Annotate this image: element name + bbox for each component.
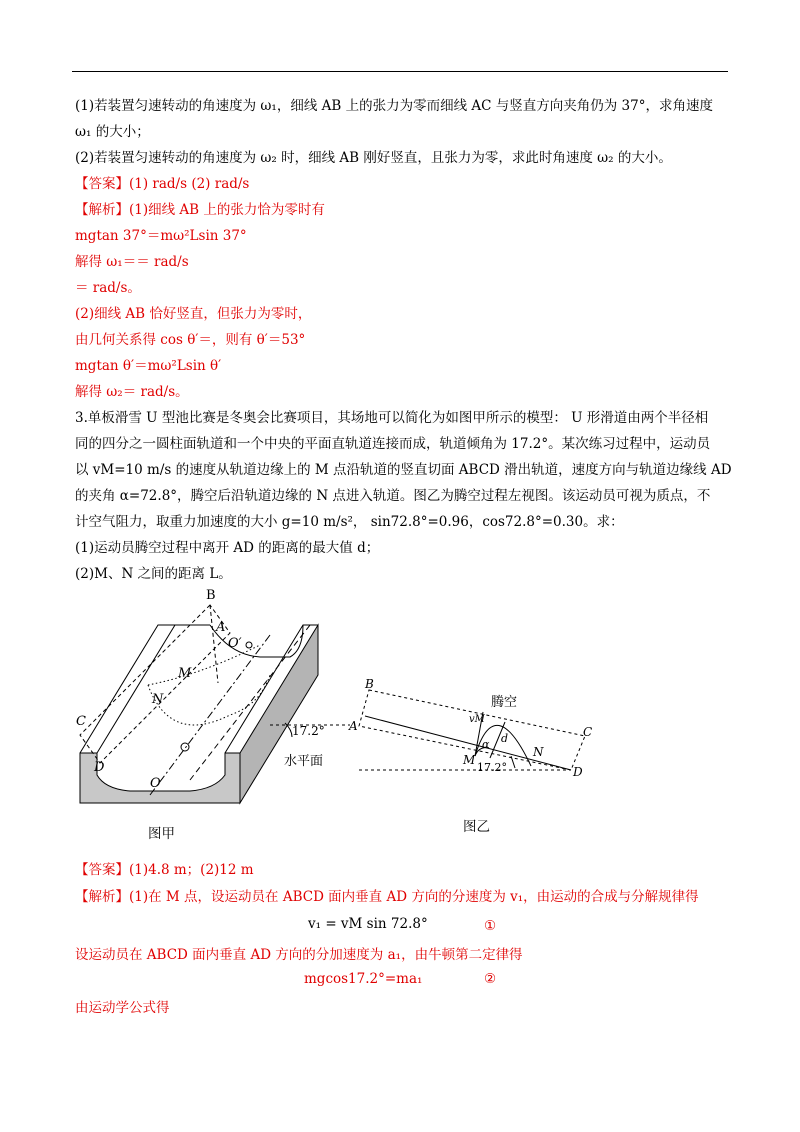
q-part1: (1)若装置匀速转动的角速度为 ω₁，细线 AB 上的张力为零而细线 AC 与竖直方向夹角仍为 37°，求角速度 [75, 98, 713, 114]
fig1-label: D [94, 760, 105, 775]
explain-line: ＝ rad/s。 [75, 280, 141, 296]
skier-icon [181, 743, 189, 751]
answer-tag: 【答案】 [75, 176, 129, 192]
q3-line: 3.单板滑雪 U 型池比赛是冬奥会比赛项目，其场地可以简化为如图甲所示的模型： U 形滑道由两个半径相 [75, 410, 709, 426]
explain-line: 由运动学公式得 [75, 1000, 170, 1016]
fig1-label: M [178, 666, 192, 681]
q-part1-cont: ω₁ 的大小； [75, 124, 150, 140]
fig2-label: C [583, 725, 593, 739]
answer-text: (1) rad/s (2) rad/s [129, 176, 250, 192]
q3-line: 的夹角 α=72.8°，腾空后沿轨道边缘的 N 点进入轨道。图乙为腾空过程左视图。该运动员可视为质点，不 [75, 488, 711, 504]
fig2-label: M [463, 753, 476, 767]
fig2-label: d [501, 732, 509, 745]
fig1-label: 17.2° [292, 724, 325, 738]
explain-line: 设运动员在 ABCD 面内垂直 AD 方向的分加速度为 a₁，由牛顿第二定律得 [75, 947, 523, 963]
fig1-label: B [206, 588, 216, 603]
fig1-caption: 图甲 [148, 826, 175, 842]
explain-line: 解得 ω₂＝ rad/s。 [75, 384, 189, 400]
answer-2 [75, 860, 254, 880]
fig1-label: N [152, 692, 164, 707]
skier-icon [246, 642, 252, 648]
fig2-label: α [482, 738, 490, 751]
fig1-label: A [216, 620, 226, 635]
answer-1 [75, 174, 249, 194]
header-rule [72, 71, 728, 72]
explain-tag: 【解析】 [75, 889, 129, 905]
explain-line: mgtan 37°＝mω²Lsin 37° [75, 228, 247, 244]
explain-line: (1)在 M 点，设运动员在 ABCD 面内垂直 AD 方向的分速度为 v₁，由运动的合成与分解规律得 [129, 889, 699, 905]
answer-text: (1)4.8 m；(2)12 m [129, 862, 254, 878]
fig2-label: A [349, 719, 358, 733]
fig2-label: 17.2° [477, 761, 507, 774]
figure-jia [70, 585, 360, 835]
explain-line: 由几何关系得 cos θ′＝，则有 θ′＝53° [75, 332, 306, 348]
explain-line: (1)细线 AB 上的张力恰为零时有 [129, 202, 325, 218]
explain-2 [75, 887, 699, 907]
explain-line: 解得 ω₁＝＝ rad/s [75, 254, 189, 270]
q3-line: (1)运动员腾空过程中离开 AD 的距离的最大值 d； [75, 540, 380, 556]
fig2-label: B [365, 677, 374, 691]
q3-line: (2)M、N 之间的距离 L。 [75, 566, 232, 582]
figure-yi [345, 670, 605, 780]
equation-2: mgcos17.2°=ma₁ [304, 971, 423, 987]
fig1-label: C [76, 714, 86, 729]
fig2-label: 腾空 [491, 695, 518, 710]
fig2-caption: 图乙 [463, 819, 490, 835]
fig2-label: vM [469, 714, 485, 725]
q3-line: 以 vM=10 m/s 的速度从轨道边缘上的 M 点沿轨道的竖直切面 ABCD 滑出轨道，速度方向与轨道边缘线 AD [75, 462, 732, 478]
q-part2: (2)若装置匀速转动的角速度为 ω₂ 时，细线 AB 刚好竖直，且张力为零，求此时角速度 ω₂ 的大小。 [75, 150, 672, 166]
explain-line: mgtan θ′＝mω²Lsin θ′ [75, 358, 222, 374]
equation-number: ② [484, 971, 497, 987]
equation-number: ① [484, 918, 497, 934]
fig1-label: 水平面 [284, 754, 324, 769]
q3-line: 同的四分之一圆柱面轨道和一个中央的平面直轨道连接而成，轨道倾角为 17.2°。某次练习过程中，运动员 [75, 436, 711, 452]
explain-tag: 【解析】 [75, 202, 129, 218]
equation-1: v₁ = vM sin 72.8° [308, 916, 428, 932]
q3-line: 计空气阻力，取重力加速度的大小 g=10 m/s²， sin72.8°=0.96，cos72.8°=0.30。求： [75, 514, 624, 530]
fig1-label: O′ [228, 636, 242, 651]
explain-1 [75, 200, 325, 220]
explain-line: (2)细线 AB 恰好竖直，但张力为零时， [75, 306, 312, 322]
fig2-label: D [573, 765, 583, 779]
answer-tag: 【答案】 [75, 862, 129, 878]
fig2-label: N [533, 745, 544, 759]
fig1-label: O [150, 776, 161, 791]
